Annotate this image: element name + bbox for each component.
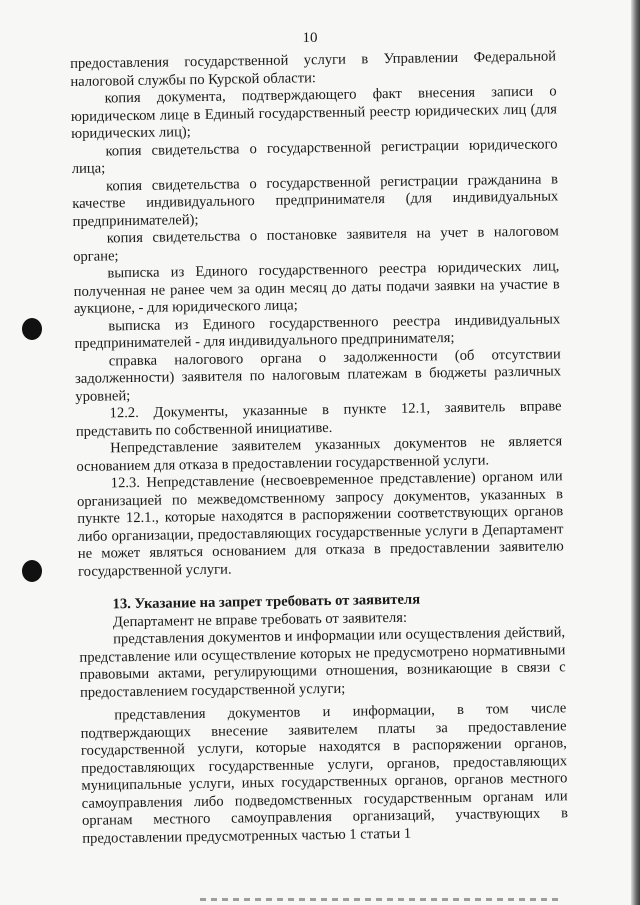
page-number: 10	[302, 30, 318, 46]
paragraph: Департамент не вправе требовать от заявителя:	[112, 609, 408, 630]
paragraph: выписка из Единого государственного реестра индивидуальных предпринимателей - для индивидуального предпринимателя;	[74, 310, 561, 352]
section-heading: 13. Указание на запрет требовать от заявителя	[112, 591, 421, 613]
paragraph: представления документов и информации, в том числе подтверждающих внесение заявителем платы за предоставление государственной услуги, которые находятся в распоряжении органов, предоставляющих государственные услуги, органов, предоставляющих муниципальные услуги, иных государственных органов, органов местного самоуправления либо подведомственных государственным органам или органам местного самоуправления организаций, участвующих в предоставлении предусмотренных частью 1 статьи 1	[80, 700, 569, 847]
paragraph: Непредставление заявителем указанных документов не является основанием для отказа в предоставлении государственной услуги.	[76, 433, 563, 475]
paragraph: 12.2. Документы, указанные в пункте 12.1, заявитель вправе представить по собственной инициативе.	[75, 398, 562, 440]
document-body	[70, 48, 568, 848]
paragraph: копия свидетельства о государственной регистрации юридического лица;	[71, 135, 558, 177]
paragraph: представления документов и информации или осуществления действий, представление или осуществление которых не предусмотрено нормативными правовыми актами, регулирующими отношения, возникающие в связи с предоставлением государственной услуги;	[79, 624, 566, 701]
paragraph: предоставления государственной услуги в Управлении Федеральной налоговой службы по Курской области:	[70, 48, 557, 90]
paragraph: копия свидетельства о государственной регистрации гражданина в качестве индивидуального предпринимателя (для индивидуальных предпринимателей);	[72, 170, 559, 230]
scan-artifact	[200, 898, 560, 901]
punch-hole-bottom	[22, 560, 42, 582]
page-edge-shadow	[631, 0, 640, 905]
paragraph: выписка из Единого государственного реестра юридических лиц, полученная не ранее чем за один месяц до даты подачи заявки на участие в аукционе, - для юридического лица;	[73, 258, 560, 317]
paragraph: копия документа, подтверждающего факт внесения записи о юридическом лице в Единый государственный реестр юридических лиц (для юридических лиц);	[70, 83, 558, 142]
paragraph: копия свидетельства о постановке заявителя на учет в налоговом органе;	[73, 223, 559, 265]
punch-hole-top	[22, 318, 42, 340]
paragraph: 12.3. Непредставление (несвоевременное представление) органом или организацией по межведомственному запросу документов, указанных в пункте 12.1., которые находятся в распоряжении соответствующих органов либо организации, предоставляющих государственные услуги в Департамент не может являться основанием для отказа в предоставлении заявителю государственной услуги.	[76, 468, 564, 580]
paragraph: справка налогового органа о задолженности (об отсутствии задолженности) заявителя по налоговым платежам в бюджеты различных уровней;	[74, 345, 562, 405]
